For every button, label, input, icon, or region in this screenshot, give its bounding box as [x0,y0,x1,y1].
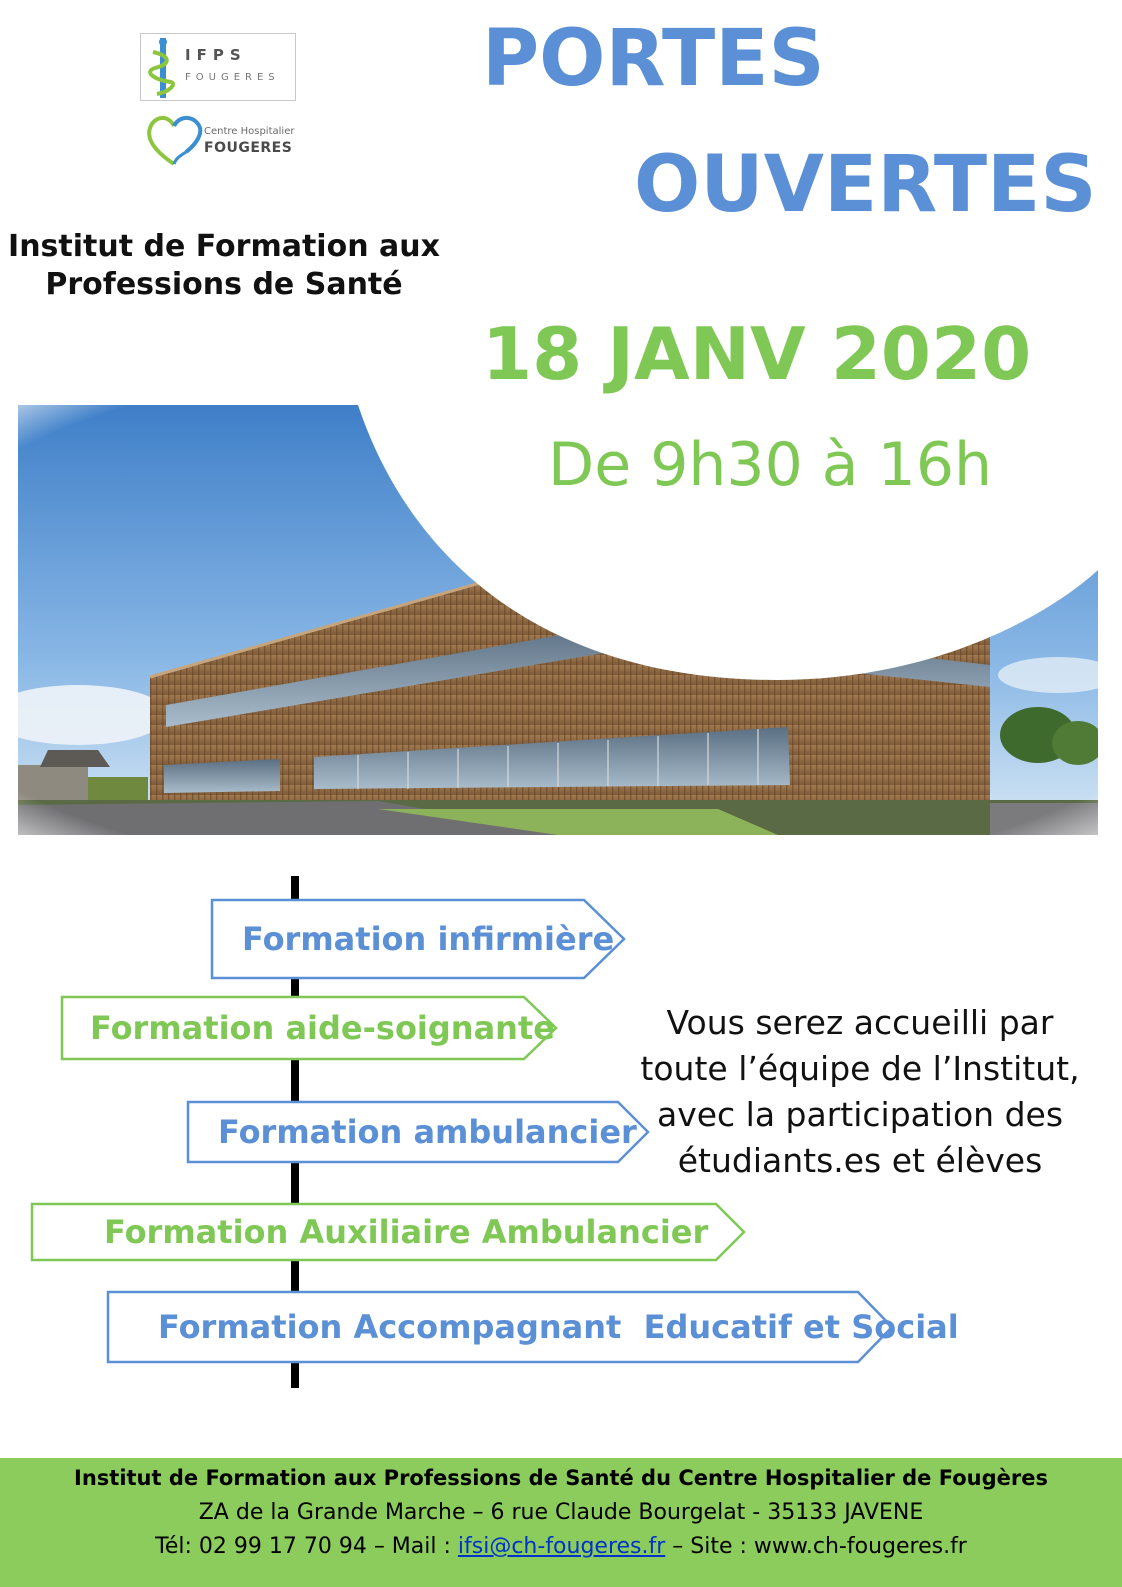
hospital-logo [146,112,296,168]
institute-title-line2: Professions de Santé [45,267,403,303]
headline-ouvertes: OUVERTES [634,140,1097,230]
sign-formation-aide-soignante [60,995,560,1061]
sign-label: Formation ambulancier [218,1113,637,1151]
sign-label: Formation Accompagnant Educatif et Social [158,1308,959,1346]
welcome-line3: avec la participation des [656,1095,1064,1134]
welcome-line4: étudiants.es et élèves [677,1141,1043,1180]
sign-formation-infirmiere [210,898,628,980]
footer-contact [0,1534,1122,1559]
event-time: De 9h30 à 16h [548,430,993,500]
event-date: 18 JANV 2020 [482,312,1032,396]
sign-label: Formation infirmière [242,920,615,958]
welcome-text [640,1000,1080,1184]
hospital-logo-line1: Centre Hospitalier [204,126,295,137]
welcome-line2: toute l’équipe de l’Institut, [640,1049,1080,1088]
sign-formation-accompagnant [106,1290,959,1364]
hospital-logo-line2: FOUGERES [204,140,293,156]
heart-icon [146,112,204,168]
footer-site: – Site : www.ch-fougeres.fr [665,1534,967,1559]
sign-label: Formation Auxiliaire Ambulancier [104,1213,709,1251]
sign-formation-ambulancier [186,1100,652,1164]
footer-phone: Tél: 02 99 17 70 94 – Mail : [155,1534,458,1559]
sign-formation-auxiliaire-ambulancier [30,1202,748,1262]
headline-portes: PORTES [482,14,825,104]
footer [0,1458,1122,1587]
footer-email-link[interactable]: ifsi@ch-fougeres.fr [457,1534,666,1559]
footer-institute: Institut de Formation aux Professions de Santé du Centre Hospitalier de Fougères [74,1466,1048,1490]
ifps-logo [140,33,296,101]
ifps-logo-name: IFPS [185,46,247,64]
institute-title [0,228,448,304]
footer-address: ZA de la Grande Marche – 6 rue Claude Bourgelat - 35133 JAVENE [198,1500,924,1525]
institute-title-line1: Institut de Formation aux [8,229,440,264]
ifps-logo-town: FOUGERES [185,72,280,83]
caduceus-icon [145,36,181,100]
sign-label: Formation aide-soignante [90,1009,555,1047]
welcome-line1: Vous serez accueilli par [666,1003,1054,1042]
